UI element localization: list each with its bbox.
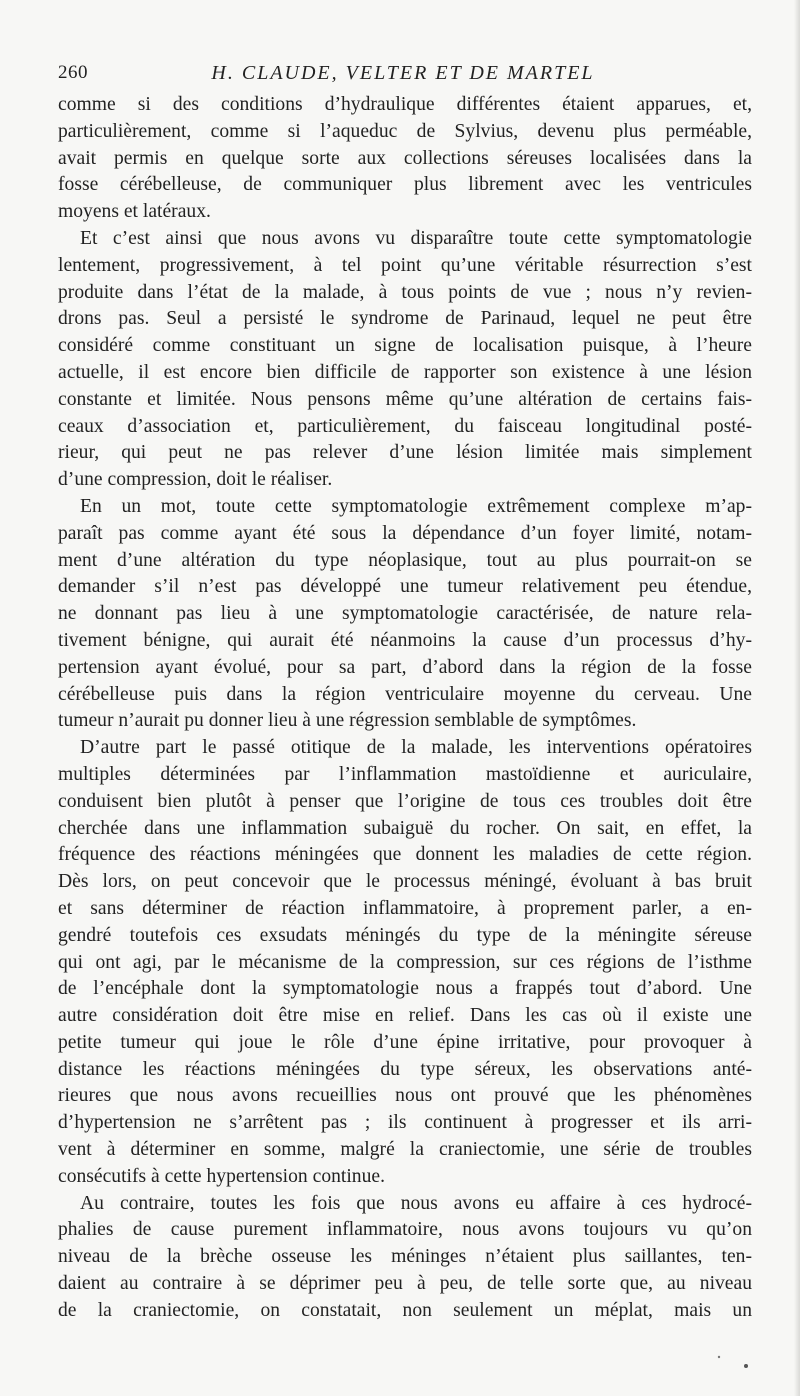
text-line: qui ont agi, par le mécanisme de la compression, sur ces régions de l’isthme bbox=[58, 951, 752, 973]
text-line: consécutifs à cette hypertension continue. bbox=[58, 1165, 385, 1187]
text-line: distance les réactions méningées du type séreux, les observations anté- bbox=[58, 1058, 752, 1080]
text-line: actuelle, il est encore bien difficile de rapporter son existence à une lésion bbox=[58, 361, 752, 383]
page-edge-shadow bbox=[794, 0, 800, 1396]
text-line: ceaux d’association et, particulièrement, du faisceau longitudinal posté- bbox=[58, 415, 752, 437]
text-line: D’autre part le passé otitique de la malade, les interventions opératoires bbox=[80, 737, 752, 759]
text-line: petite tumeur qui joue le rôle d’une épine irritative, pour provoquer à bbox=[58, 1031, 752, 1053]
text-line: moyens et latéraux. bbox=[58, 201, 211, 223]
text-line: et sans déterminer de réaction inflammatoire, à proprement parler, a en- bbox=[58, 897, 752, 919]
text-line: ne donnant pas lieu à une symptomatologie caractérisée, de nature rela- bbox=[58, 603, 752, 625]
text-line: En un mot, toute cette symptomatologie extrêmement complexe m’ap- bbox=[80, 495, 752, 517]
text-line: pertension ayant évolué, pour sa part, d’abord dans la région de la fosse bbox=[58, 656, 752, 678]
text-line: daient au contraire à se déprimer peu à peu, de telle sorte que, au niveau bbox=[58, 1273, 752, 1295]
text-line: de l’encéphale dont la symptomatologie nous a frappés tout d’abord. Une bbox=[58, 978, 752, 1000]
ink-speck bbox=[718, 1356, 720, 1358]
text-line: demander s’il n’est pas développé une tumeur relativement peu étendue, bbox=[58, 576, 752, 598]
text-line: de la craniectomie, on constatait, non seulement un méplat, mais un bbox=[58, 1299, 752, 1321]
running-head: H. CLAUDE, VELTER ET DE MARTEL bbox=[211, 62, 595, 84]
text-line: Au contraire, toutes les fois que nous avons eu affaire à ces hydrocé- bbox=[80, 1192, 752, 1214]
text-line: rieur, qui peut ne pas relever d’une lésion limitée mais simplement bbox=[58, 442, 752, 464]
ink-speck bbox=[744, 1364, 748, 1368]
page-number: 260 bbox=[58, 62, 88, 83]
text-line: particulièrement, comme si l’aqueduc de Sylvius, devenu plus perméable, bbox=[58, 120, 752, 142]
text-line: d’hypertension ne s’arrêtent pas ; ils continuent à progresser et ils arri- bbox=[58, 1112, 752, 1134]
text-line: constante et limitée. Nous pensons même qu’une altération de certains fais- bbox=[58, 388, 752, 410]
body-text bbox=[58, 92, 752, 1325]
text-line: produite dans l’état de la malade, à tous points de vue ; nous n’y revien- bbox=[58, 281, 752, 303]
text-line: lentement, progressivement, à tel point qu’une véritable résurrection s’est bbox=[58, 254, 752, 276]
text-line: Et c’est ainsi que nous avons vu disparaître toute cette symptomatologie bbox=[80, 227, 752, 249]
text-line: Dès lors, on peut concevoir que le processus méningé, évoluant à bas bruit bbox=[58, 871, 752, 893]
text-line: conduisent bien plutôt à penser que l’origine de tous ces troubles doit être bbox=[58, 790, 752, 812]
text-line: niveau de la brèche osseuse les méninges n’étaient plus saillantes, ten- bbox=[58, 1246, 752, 1268]
text-line: tivement bénigne, qui aurait été néanmoins la cause d’un processus d’hy- bbox=[58, 629, 752, 651]
text-line: drons pas. Seul a persisté le syndrome de Parinaud, lequel ne peut être bbox=[58, 308, 752, 330]
text-line: d’une compression, doit le réaliser. bbox=[58, 469, 333, 491]
text-line: fréquence des réactions méningées que donnent les maladies de cette région. bbox=[58, 844, 752, 866]
text-line: phalies de cause purement inflammatoire, nous avons toujours vu qu’on bbox=[58, 1219, 752, 1241]
text-line: paraît pas comme ayant été sous la dépendance d’un foyer limité, notam- bbox=[58, 522, 752, 544]
text-line: gendré toutefois ces exsudats méningés du type de la méningite séreuse bbox=[58, 924, 752, 946]
page-header bbox=[58, 62, 748, 92]
text-line: cérébelleuse puis dans la région ventriculaire moyenne du cerveau. Une bbox=[58, 683, 752, 705]
text-line: fosse cérébelleuse, de communiquer plus librement avec les ventricules bbox=[58, 174, 752, 196]
text-line: considéré comme constituant un signe de localisation puisque, à l’heure bbox=[58, 335, 752, 357]
text-line: cherchée dans une inflammation subaiguë du rocher. On sait, en effet, la bbox=[58, 817, 752, 839]
text-line: avait permis en quelque sorte aux collections séreuses localisées dans la bbox=[58, 147, 752, 169]
text-line: ment d’une altération du type néoplasique, tout au plus pourrait-on se bbox=[58, 549, 752, 571]
text-line: multiples déterminées par l’inflammation mastoïdienne et auriculaire, bbox=[58, 763, 752, 785]
text-line: vent à déterminer en somme, malgré la craniectomie, une série de troubles bbox=[58, 1139, 752, 1161]
text-line: autre considération doit être mise en relief. Dans les cas où il existe une bbox=[58, 1005, 752, 1027]
text-line: tumeur n’aurait pu donner lieu à une régression semblable de symptômes. bbox=[58, 710, 637, 732]
text-line: rieures que nous avons recueillies nous ont prouvé que les phénomènes bbox=[58, 1085, 752, 1107]
text-line: comme si des conditions d’hydraulique différentes étaient apparues, et, bbox=[58, 94, 752, 115]
